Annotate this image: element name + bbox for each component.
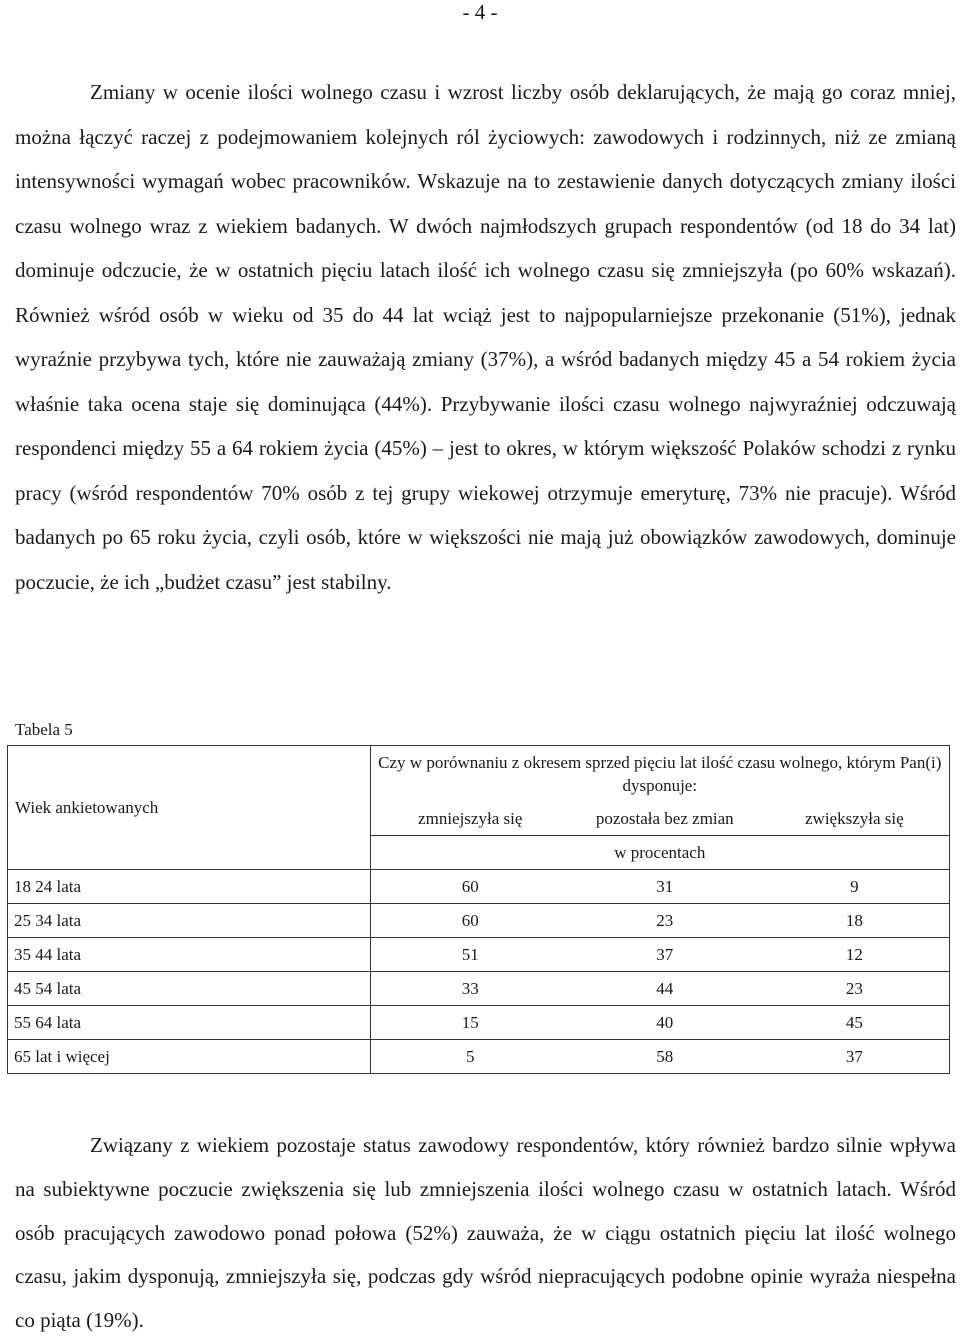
col-header-unchanged: pozostała bez zmian — [570, 802, 760, 836]
paragraph-2 — [15, 1124, 956, 1343]
paragraph-1-text: Zmiany w ocenie ilości wolnego czasu i wzrost liczby osób deklarujących, że mają go coraz mniej, można łączyć raczej z podejmowaniem kolejnych ról życiowych: zawodowych i rodzinnych, niż ze zmianą intensywności wymagań wobec pracowników. Wskazuje na to zestawienie danych dotyczących zmiany ilości czasu wolnego wraz z wiekiem badanych. W dwóch najmłodszych grupach respondentów (od 18 do 34 lat) dominuje odczucie, że w ostatnich pięciu latach ilość ich wolnego czasu się zmniejszyła (po 60% wskazań). Również wśród osób w wieku od 35 do 44 lat wciąż jest to najpopularniejsze przekonanie (51%), jednak wyraźnie przybywa tych, które nie zauważają zmiany (37%), a wśród badanych między 45 a 54 rokiem życia właśnie taka ocena staje się dominująca (44%). Przybywanie ilości czasu wolnego najwyraźniej odczuwają respondenci między 55 a 64 rokiem życia (45%) – jest to okres, w którym większość Polaków schodzi z rynku pracy (wśród respondentów 70% osób z tej grupy wiekowej otrzymuje emeryturę, 73% nie pracuje). Wśród badanych po 65 roku życia, czyli osób, które w większości nie mają już obowiązków zawodowych, dominuje poczucie, że ich „budżet czasu” jest stabilny. — [15, 80, 956, 594]
value-cell: 18 — [760, 904, 950, 938]
value-cell: 51 — [370, 938, 570, 972]
value-cell: 9 — [760, 870, 950, 904]
paragraph-2-text: Związany z wiekiem pozostaje status zawodowy respondentów, który również bardzo silnie wpływa na subiektywne poczucie zwiększenia się lub zmniejszenia ilości wolnego czasu w ostatnich latach. Wśród osób pracujących zawodowo ponad połowa (52%) zauważa, że w ciągu ostatnich pięciu lat ilość wolnego czasu, jakim dysponują, zmniejszyła się, podczas gdy wśród niepracujących podobne opinie wyraża niespełna co piąta (19%). — [15, 1133, 956, 1333]
value-cell: 58 — [570, 1040, 760, 1074]
value-cell: 33 — [370, 972, 570, 1006]
page-number: - 4 - — [462, 0, 498, 24]
age-cell: 18 24 lata — [8, 870, 371, 904]
row-header-cell: Wiek ankietowanych — [8, 746, 371, 870]
value-cell: 23 — [760, 972, 950, 1006]
value-cell: 60 — [370, 870, 570, 904]
age-cell: 55 64 lata — [8, 1006, 371, 1040]
table-caption: Tabela 5 — [15, 720, 73, 739]
value-cell: 23 — [570, 904, 760, 938]
value-cell: 5 — [370, 1040, 570, 1074]
value-cell: 37 — [760, 1040, 950, 1074]
table-header-question-row — [8, 746, 950, 803]
question-header: Czy w porównaniu z okresem sprzed pięciu lat ilość czasu wolnego, którym Pan(i) dysponuje: — [370, 746, 949, 803]
table-row — [8, 972, 950, 1006]
value-cell: 12 — [760, 938, 950, 972]
col-header-increased: zwiększyła się — [760, 802, 950, 836]
age-cell: 65 lat i więcej — [8, 1040, 371, 1074]
age-cell: 35 44 lata — [8, 938, 371, 972]
value-cell: 15 — [370, 1006, 570, 1040]
value-cell: 45 — [760, 1006, 950, 1040]
unit-label: w procentach — [370, 836, 949, 870]
col-header-decreased: zmniejszyła się — [370, 802, 570, 836]
value-cell: 31 — [570, 870, 760, 904]
age-table — [7, 745, 950, 1074]
table-row — [8, 1006, 950, 1040]
age-cell: 45 54 lata — [8, 972, 371, 1006]
value-cell: 60 — [370, 904, 570, 938]
table-row — [8, 870, 950, 904]
value-cell: 40 — [570, 1006, 760, 1040]
paragraph-1 — [15, 70, 956, 604]
table-row — [8, 904, 950, 938]
table-row — [8, 1040, 950, 1074]
age-cell: 25 34 lata — [8, 904, 371, 938]
table-row — [8, 938, 950, 972]
value-cell: 37 — [570, 938, 760, 972]
value-cell: 44 — [570, 972, 760, 1006]
